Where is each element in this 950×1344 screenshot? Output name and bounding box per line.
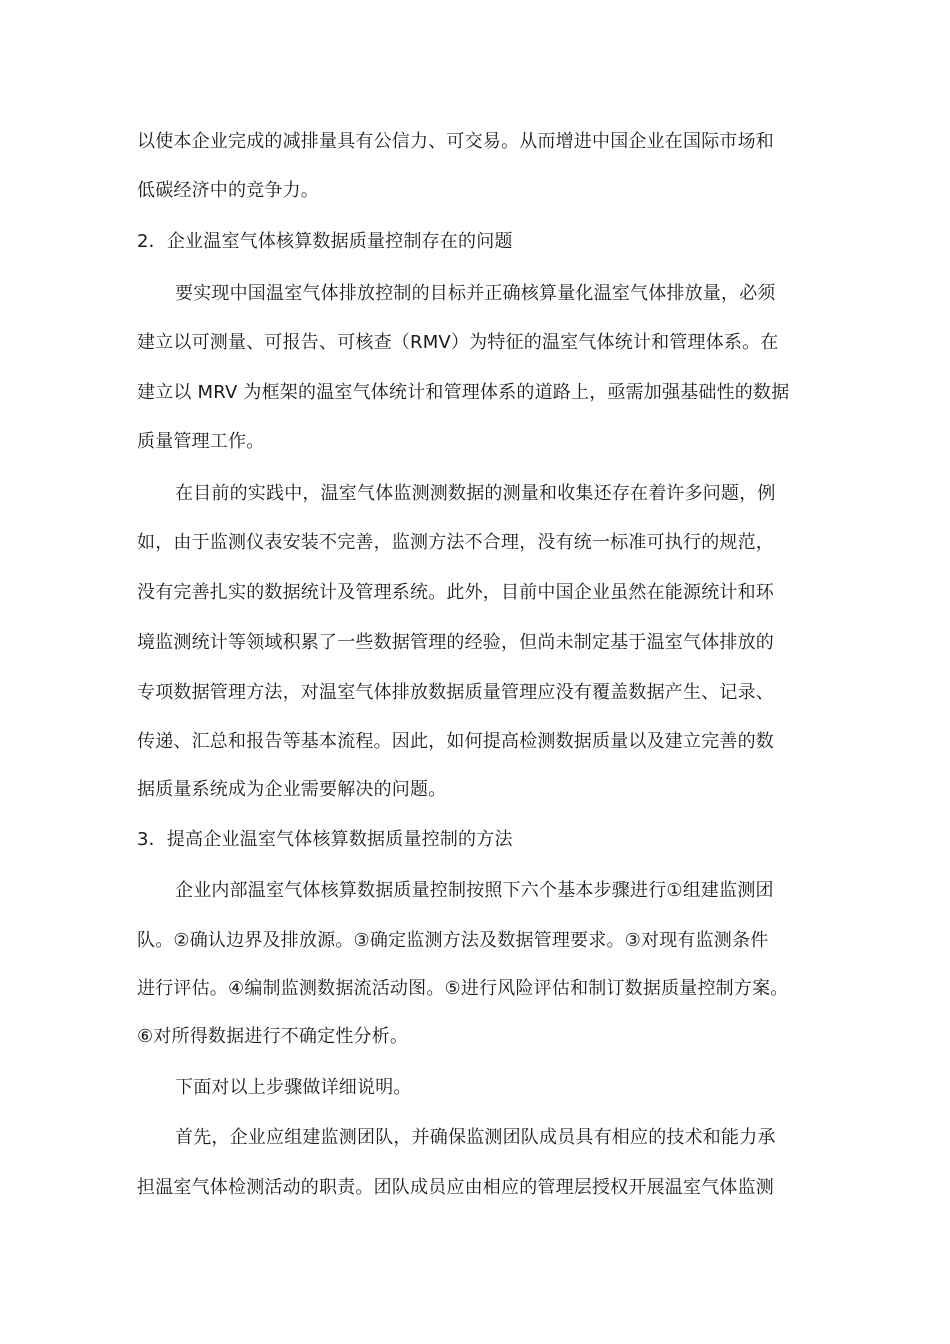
paragraph-line: 进行评估。④编制监测数据流活动图。⑤进行风险评估和制订数据质量控制方案。 xyxy=(137,978,789,999)
paragraph-line: 传递、汇总和报告等基本流程。因此，如何提高检测数据质量以及建立完善的数 xyxy=(137,731,774,752)
paragraph-line: 境监测统计等领域积累了一些数据管理的经验，但尚未制定基于温室气体排放的 xyxy=(137,632,774,653)
paragraph-line: 没有完善扎实的数据统计及管理系统。此外，目前中国企业虽然在能源统计和环 xyxy=(137,582,774,603)
paragraph-line: 建立以 MRV 为框架的温室气体统计和管理体系的道路上，亟需加强基础性的数据 xyxy=(137,382,790,403)
paragraph-line: 建立以可测量、可报告、可核查（RMV）为特征的温室气体统计和管理体系。在 xyxy=(137,332,779,353)
paragraph-line: 下面对以上步骤做详细说明。 xyxy=(175,1077,412,1098)
paragraph-line: 据质量系统成为企业需要解决的问题。 xyxy=(137,779,447,800)
paragraph-line: 低碳经济中的竞争力。 xyxy=(137,180,319,201)
section-heading-2: 2．企业温室气体核算数据质量控制存在的问题 xyxy=(137,231,513,252)
paragraph-line: 首先，企业应组建监测团队，并确保监测团队成员具有相应的技术和能力承 xyxy=(175,1127,776,1148)
paragraph-line: 以使本企业完成的减排量具有公信力、可交易。从而增进中国企业在国际市场和 xyxy=(137,131,774,152)
paragraph-line: 企业内部温室气体核算数据质量控制按照下六个基本步骤进行①组建监测团 xyxy=(175,880,774,901)
paragraph-line: 专项数据管理方法，对温室气体排放数据质量管理应没有覆盖数据产生、记录、 xyxy=(137,682,774,703)
paragraph-line: 要实现中国温室气体排放控制的目标并正确核算量化温室气体排放量，必须 xyxy=(175,283,776,304)
paragraph-line: 在目前的实践中，温室气体监测测数据的测量和收集还存在着许多问题，例 xyxy=(175,483,776,504)
paragraph-line: 如，由于监测仪表安装不完善，监测方法不合理，没有统一标准可执行的规范， xyxy=(137,532,774,553)
paragraph-line: 担温室气体检测活动的职责。团队成员应由相应的管理层授权开展温室气体监测 xyxy=(137,1177,774,1198)
paragraph-line: 队。②确认边界及排放源。③确定监测方法及数据管理要求。③对现有监测条件 xyxy=(137,930,769,951)
section-heading-3: 3．提高企业温室气体核算数据质量控制的方法 xyxy=(137,829,513,850)
paragraph-line: 质量管理工作。 xyxy=(137,431,265,452)
paragraph-line: ⑥对所得数据进行不确定性分析。 xyxy=(137,1026,409,1047)
